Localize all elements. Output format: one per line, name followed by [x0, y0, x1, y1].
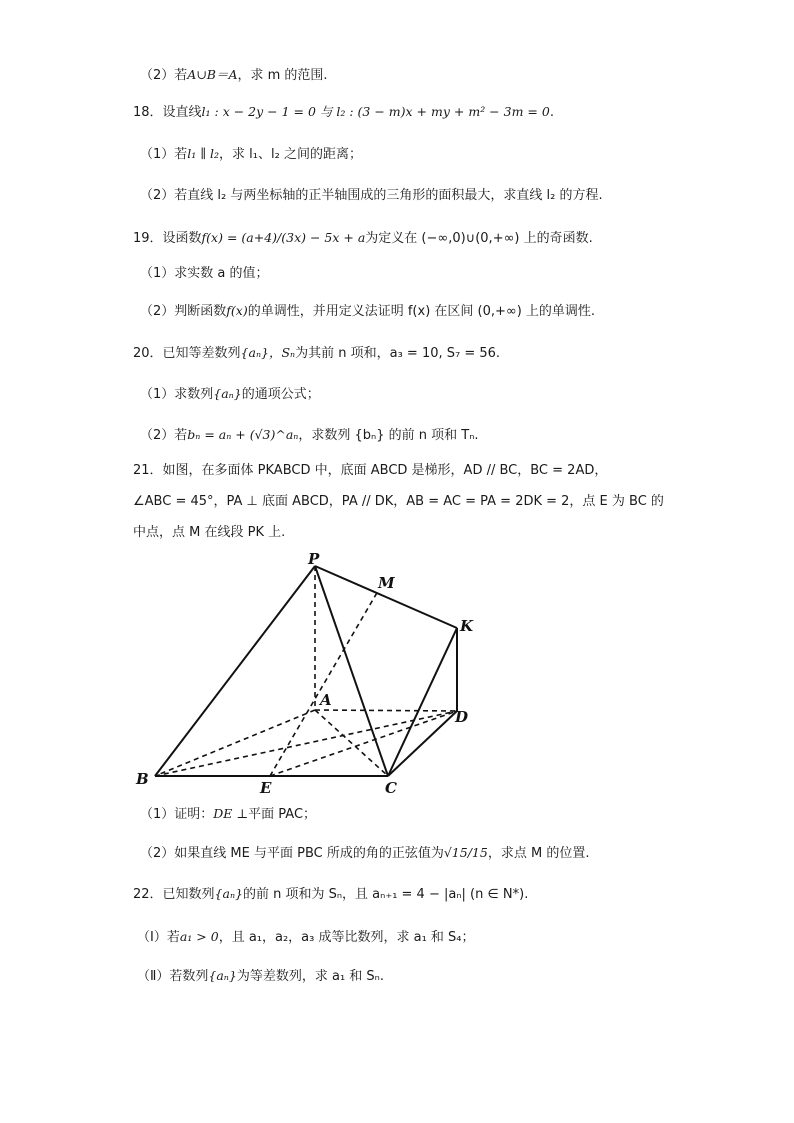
line-post: 的前 n 项和为 Sₙ，且 aₙ₊₁ = 4 − |aₙ| (n ∈ N*). — [242, 887, 529, 902]
line-math: f(x) = (a+4)/(3x) − 5x + a — [201, 230, 366, 245]
line-post: ，求数列 {bₙ} 的前 n 项和 Tₙ. — [298, 428, 479, 443]
line-pre: （Ⅰ）若 — [137, 930, 180, 945]
line-post: ，且 a₁，a₂，a₃ 成等比数列，求 a₁ 和 S₄； — [218, 930, 475, 945]
line-post: ，求 m 的范围. — [237, 68, 328, 83]
line-pre: 18．设直线 — [133, 105, 202, 120]
hidden-edges — [155, 566, 457, 776]
question-20 — [133, 345, 500, 362]
text-line — [140, 188, 603, 204]
line-math: l₁ : x − 2y − 1 = 0 与 l₂ : (3 − m)x + my + m² − 3m = 0 — [201, 104, 550, 119]
text-line — [140, 67, 328, 84]
question-21 — [133, 463, 607, 479]
text-line — [140, 303, 595, 320]
label-K: K — [460, 617, 474, 635]
polyhedron-figure — [130, 548, 490, 796]
label-B: B — [136, 770, 149, 788]
edge-PC — [315, 566, 388, 776]
label-D: D — [455, 708, 469, 726]
edge-KC — [388, 628, 457, 776]
line-pre: ∠ABC = 45°，PA ⊥ 底面 ABCD，PA // DK，AB = AC = PA = 2DK = 2，点 E 为 BC 的 — [133, 494, 664, 509]
line-math: {aₙ} — [213, 386, 242, 401]
line-post: 为定义在 (−∞,0)∪(0,+∞) 上的奇函数. — [365, 231, 593, 246]
text-line — [133, 525, 285, 541]
text-line — [140, 266, 269, 282]
text-line — [140, 845, 589, 862]
line-pre: （2）判断函数 — [140, 304, 227, 319]
line-pre: （1）若 — [140, 147, 188, 162]
line-post: . — [549, 105, 554, 120]
line-math: l₁ ∥ l₂ — [187, 146, 220, 161]
line-pre: （1）证明： — [140, 807, 214, 822]
label-A: A — [320, 691, 332, 709]
text-line — [133, 494, 664, 510]
line-math: DE ⊥ — [213, 806, 249, 821]
line-math: a₁ > 0 — [179, 929, 219, 944]
line-pre: （2）若 — [140, 428, 188, 443]
line-pre: 19．设函数 — [133, 231, 202, 246]
line-post: 的单调性，并用定义法证明 f(x) 在区间 (0,+∞) 上的单调性. — [247, 304, 596, 319]
line-post: 为其前 n 项和，a₃ = 10, S₇ = 56. — [295, 346, 501, 361]
edge-ED — [270, 711, 457, 776]
question-18 — [133, 104, 554, 121]
line-math: {aₙ}，Sₙ — [240, 345, 296, 360]
edge-DC — [388, 711, 457, 776]
line-pre: （1）求实数 a 的值； — [140, 266, 269, 281]
line-math: {aₙ} — [208, 968, 237, 983]
label-P: P — [308, 550, 320, 568]
line-pre: 20．已知等差数列 — [133, 346, 241, 361]
line-pre: 21．如图，在多面体 PKABCD 中，底面 ABCD 是梯形，AD // BC，BC = 2AD， — [133, 463, 608, 478]
line-pre: （1）求数列 — [140, 387, 214, 402]
line-post: ，求 l₁、l₂ 之间的距离； — [219, 147, 362, 162]
text-line — [140, 427, 479, 444]
label-M: M — [378, 574, 395, 592]
question-22 — [133, 886, 528, 903]
line-post: 的通项公式； — [241, 387, 320, 402]
line-pre: （2）若 — [140, 68, 188, 83]
edge-EM — [270, 591, 378, 776]
edge-BD — [155, 711, 457, 776]
line-post: ，求点 M 的位置. — [487, 846, 590, 861]
text-line — [137, 968, 384, 985]
question-19 — [133, 230, 593, 247]
text-line — [140, 146, 362, 163]
line-pre: 22．已知数列 — [133, 887, 215, 902]
edge-PB — [155, 566, 315, 776]
text-line — [140, 806, 316, 823]
text-line — [140, 386, 320, 403]
label-E: E — [260, 779, 272, 796]
line-math: √15/15 — [443, 845, 488, 860]
line-math: A∪B＝A — [187, 67, 238, 82]
line-post: 为等差数列，求 a₁ 和 Sₙ. — [236, 969, 384, 984]
line-pre: （2）若直线 l₂ 与两坐标轴的正半轴围成的三角形的面积最大，求直线 l₂ 的方程. — [140, 188, 603, 203]
label-C: C — [385, 779, 397, 796]
line-post: 平面 PAC； — [248, 807, 317, 822]
line-math: f(x) — [226, 303, 248, 318]
line-pre: 中点，点 M 在线段 PK 上. — [133, 525, 286, 540]
line-pre: （2）如果直线 ME 与平面 PBC 所成的角的正弦值为 — [140, 846, 444, 861]
line-pre: （Ⅱ）若数列 — [137, 969, 209, 984]
line-math: {aₙ} — [214, 886, 243, 901]
edge-AD — [315, 710, 457, 711]
solid-edges — [155, 566, 457, 776]
text-line — [137, 929, 475, 946]
line-math: bₙ = aₙ + (√3)^aₙ — [187, 427, 299, 442]
